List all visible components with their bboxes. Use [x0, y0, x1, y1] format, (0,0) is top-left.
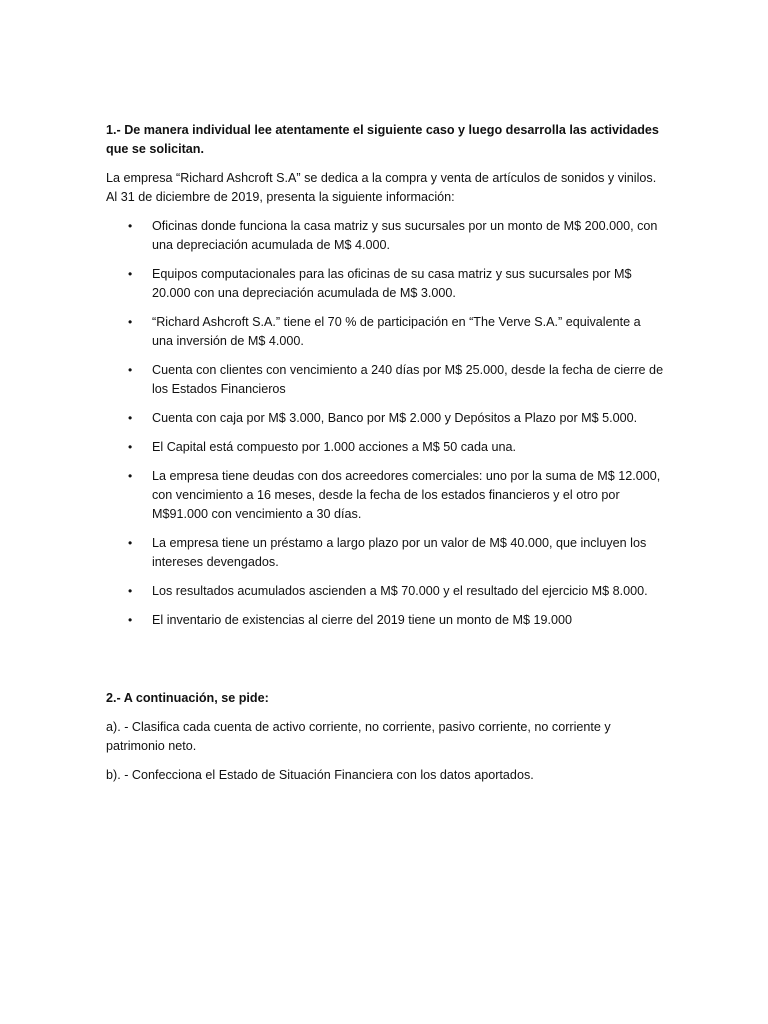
- bullet-dot-icon: •: [128, 267, 133, 281]
- task-a: a). - Clasifica cada cuenta de activo corriente, no corriente, pasivo corriente, no corriente y patrimonio neto.: [106, 720, 611, 753]
- bullet-dot-icon: •: [128, 315, 133, 329]
- section-2: [106, 689, 664, 785]
- bullet-text: El Capital está compuesto por 1.000 acciones a M$ 50 cada una.: [152, 440, 517, 454]
- section-1-intro: La empresa “Richard Ashcroft S.A” se dedica a la compra y venta de artículos de sonidos y vinilos. Al 31 de diciembre de 2019, presenta la siguiente información:: [106, 171, 657, 204]
- bullet-text: Oficinas donde funciona la casa matriz y sus sucursales por un monto de M$ 200.000, con una depreciación acumulada de M$ 4.000.: [152, 219, 658, 252]
- bullet-text: La empresa tiene deudas con dos acreedores comerciales: uno por la suma de M$ 12.000, con vencimiento a 16 meses, desde la fecha de los estados financieros y el otro por M$91.000 con vencimiento a 30 días.: [152, 469, 661, 521]
- bullet-item: [106, 409, 664, 428]
- bullet-text: “Richard Ashcroft S.A.” tiene el 70 % de participación en “The Verve S.A.” equivalente a una inversión de M$ 4.000.: [152, 315, 641, 348]
- bullet-dot-icon: •: [128, 536, 133, 550]
- bullet-item: [106, 611, 664, 630]
- bullet-text: El inventario de existencias al cierre del 2019 tiene un monto de M$ 19.000: [152, 613, 573, 627]
- bullet-item: [106, 313, 664, 351]
- bullet-dot-icon: •: [128, 440, 133, 454]
- bullet-text: Cuenta con caja por M$ 3.000, Banco por M$ 2.000 y Depósitos a Plazo por M$ 5.000.: [152, 411, 638, 425]
- bullet-dot-icon: •: [128, 469, 133, 483]
- info-bullet-list: [106, 217, 664, 630]
- bullet-item: [106, 438, 664, 457]
- bullet-text: Equipos computacionales para las oficinas de su casa matriz y sus sucursales por M$ 20.000 con una depreciación acumulada de M$ 3.000.: [152, 267, 632, 300]
- bullet-item: [106, 582, 664, 601]
- bullet-item: [106, 265, 664, 303]
- section-2-heading: 2.- A continuación, se pide:: [106, 691, 269, 705]
- bullet-dot-icon: •: [128, 411, 133, 425]
- bullet-dot-icon: •: [128, 613, 133, 627]
- bullet-dot-icon: •: [128, 363, 133, 377]
- task-b: b). - Confecciona el Estado de Situación Financiera con los datos aportados.: [106, 768, 534, 782]
- bullet-dot-icon: •: [128, 219, 133, 233]
- bullet-item: [106, 217, 664, 255]
- section-1-heading: 1.- De manera individual lee atentamente el siguiente caso y luego desarrolla las actividades que se solicitan.: [106, 123, 659, 156]
- bullet-item: [106, 361, 664, 399]
- bullet-text: La empresa tiene un préstamo a largo plazo por un valor de M$ 40.000, que incluyen los intereses devengados.: [152, 536, 647, 569]
- bullet-item: [106, 467, 664, 524]
- bullet-text: Los resultados acumulados ascienden a M$ 70.000 y el resultado del ejercicio M$ 8.000.: [152, 584, 648, 598]
- document-content: [106, 121, 664, 795]
- bullet-item: [106, 534, 664, 572]
- bullet-dot-icon: •: [128, 584, 133, 598]
- bullet-text: Cuenta con clientes con vencimiento a 240 días por M$ 25.000, desde la fecha de cierre de los Estados Financieros: [152, 363, 664, 396]
